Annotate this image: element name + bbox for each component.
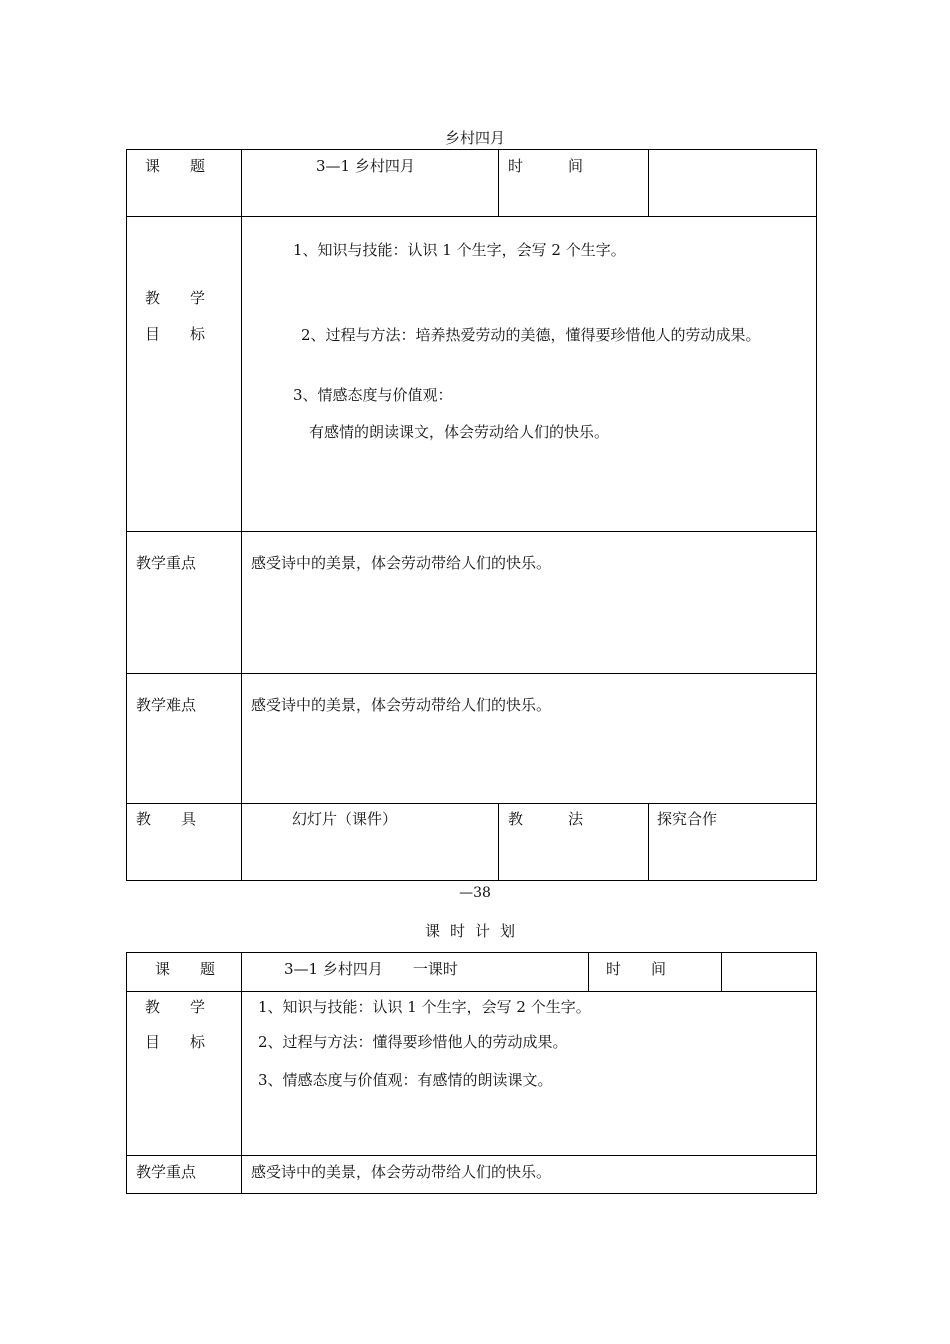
- method-label-cell: [499, 804, 649, 881]
- key-points-label-cell: [127, 1156, 242, 1194]
- time-value-cell: [722, 953, 817, 992]
- key-points-label: 教学重点: [136, 554, 197, 572]
- method-label: 教 法: [508, 810, 584, 828]
- time-label-cell: [499, 150, 649, 217]
- lesson-plan-table-2: [126, 952, 817, 1194]
- key-points-content-cell: [242, 1156, 817, 1194]
- page-number: —38: [459, 885, 491, 901]
- topic-label-cell: [127, 953, 242, 992]
- time-label: 时 间: [606, 960, 667, 978]
- difficulties-text: 感受诗中的美景，体会劳动带给人们的快乐。: [251, 696, 552, 714]
- method-value-cell: [649, 804, 817, 881]
- time-label-cell: [589, 953, 722, 992]
- objective-knowledge: 1、知识与技能：认识 1 个生字，会写 2 个生字。: [258, 998, 591, 1016]
- objective-attitude: 3、情感态度与价值观：有感情的朗读课文。: [258, 1071, 553, 1089]
- objective-process: 2、过程与方法：培养热爱劳动的美德，懂得要珍惜他人的劳动成果。: [301, 326, 761, 344]
- tools-label: 教 具: [136, 810, 197, 828]
- time-value-cell: [649, 150, 817, 217]
- tools-value: 幻灯片（课件）: [292, 810, 398, 828]
- topic-value-cell: [242, 953, 589, 992]
- topic-label: 课 题: [155, 960, 216, 978]
- objective-process: 2、过程与方法：懂得要珍惜他人的劳动成果。: [258, 1033, 568, 1051]
- tools-label-cell: [127, 804, 242, 881]
- section-title: 课时计划: [424, 922, 525, 940]
- objectives-label-line2: 目 标: [145, 1033, 206, 1051]
- objectives-label-line1: 教 学: [145, 289, 206, 307]
- objectives-content-cell: [242, 992, 817, 1156]
- objectives-label-cell: [127, 217, 242, 532]
- key-points-label-cell: [127, 532, 242, 674]
- difficulties-label-cell: [127, 674, 242, 804]
- topic-value: 3—1 乡村四月 一课时: [284, 960, 458, 978]
- objectives-label-line2: 目 标: [145, 325, 206, 343]
- key-points-text: 感受诗中的美景，体会劳动带给人们的快乐。: [251, 554, 552, 572]
- objective-attitude-title: 3、情感态度与价值观：: [293, 386, 453, 404]
- key-points-label: 教学重点: [136, 1163, 197, 1181]
- objective-knowledge: 1、知识与技能：认识 1 个生字，会写 2 个生字。: [293, 241, 626, 259]
- method-value: 探究合作: [657, 810, 718, 828]
- lesson-plan-table: [126, 149, 817, 881]
- topic-value: 3—1 乡村四月: [316, 157, 415, 175]
- difficulties-label: 教学难点: [136, 696, 197, 714]
- topic-label: 课 题: [145, 157, 206, 175]
- key-points-text: 感受诗中的美景，体会劳动带给人们的快乐。: [251, 1163, 552, 1181]
- key-points-content-cell: [242, 532, 817, 674]
- objectives-content-cell: [242, 217, 817, 532]
- tools-value-cell: [242, 804, 499, 881]
- page-title: 乡村四月: [444, 129, 505, 147]
- objectives-label-cell: [127, 992, 242, 1156]
- objectives-label-line1: 教 学: [145, 998, 206, 1016]
- objective-attitude-text: 有感情的朗读课文，体会劳动给人们的快乐。: [309, 423, 610, 441]
- topic-value-cell: [242, 150, 499, 217]
- difficulties-content-cell: [242, 674, 817, 804]
- topic-label-cell: [127, 150, 242, 217]
- time-label: 时 间: [508, 157, 584, 175]
